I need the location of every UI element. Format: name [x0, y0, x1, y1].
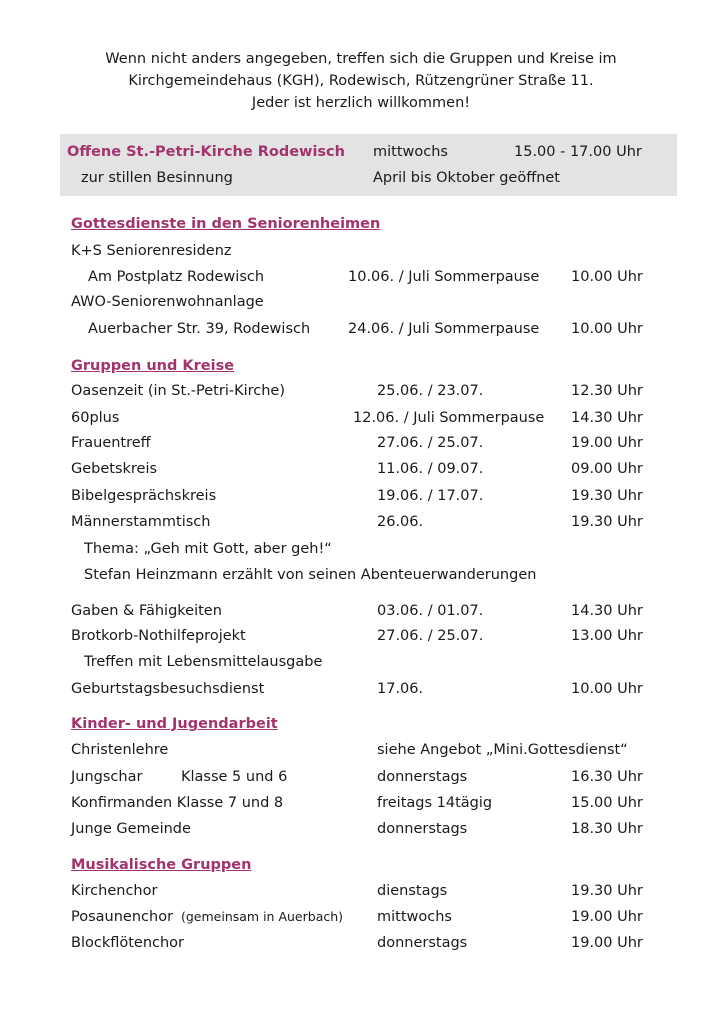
item-time: 19.30 Uhr [571, 488, 643, 504]
item-date: 19.06. / 17.07. [377, 488, 484, 504]
highlight-season: April bis Oktober geöffnet [373, 170, 560, 186]
list-item [0, 432, 722, 454]
item-date: mittwochs [377, 909, 452, 925]
item-date: donnerstags [377, 935, 468, 951]
item-date: 27.06. / 25.07. [377, 628, 484, 644]
list-item [0, 880, 722, 902]
item-extra: (gemeinsam in Auerbach) [181, 909, 344, 924]
item-name: Jungschar [71, 769, 143, 785]
list-item [0, 485, 722, 507]
list-item [0, 932, 722, 954]
item-name: Am Postplatz Rodewisch [88, 269, 265, 285]
list-item [0, 266, 722, 288]
intro-text [0, 48, 722, 114]
item-date: freitags 14tägig [377, 795, 493, 811]
item-time: 14.30 Uhr [571, 603, 643, 619]
list-item [0, 678, 722, 700]
item-name: Brotkorb-Nothilfeprojekt [71, 628, 246, 644]
highlight-title: Offene St.-Petri-Kirche Rodewisch [67, 144, 345, 160]
list-item [0, 818, 722, 840]
item-name: Geburtstagsbesuchsdienst [71, 681, 265, 697]
item-time: 14.30 Uhr [571, 410, 643, 426]
list-item [0, 651, 722, 673]
list-item [0, 906, 722, 928]
highlight-day: mittwochs [373, 144, 448, 160]
highlight-time: 15.00 - 17.00 Uhr [514, 144, 642, 160]
item-date: 26.06. [377, 514, 424, 530]
item-note: Treffen mit Lebensmittelausgabe [84, 654, 323, 670]
list-item [0, 380, 722, 402]
item-name: AWO-Seniorenwohnanlage [71, 294, 264, 310]
item-date: dienstags [377, 883, 448, 899]
item-time: 19.00 Uhr [571, 909, 643, 925]
item-time: 10.00 Uhr [571, 269, 643, 285]
list-item [0, 600, 722, 622]
item-time: 19.00 Uhr [571, 435, 643, 451]
list-item [0, 318, 722, 340]
list-item [0, 766, 722, 788]
list-item [0, 511, 722, 533]
item-date: donnerstags [377, 821, 468, 837]
list-item [0, 407, 722, 429]
item-time: 15.00 Uhr [571, 795, 643, 811]
item-name: Blockflötenchor [71, 935, 185, 951]
section-heading-kinder: Kinder- und Jugendarbeit [71, 716, 278, 732]
item-time: 19.00 Uhr [571, 935, 643, 951]
section-heading-musik: Musikalische Gruppen [71, 857, 252, 873]
list-item [0, 625, 722, 647]
item-name: Konfirmanden Klasse 7 und 8 [71, 795, 284, 811]
item-name: Oasenzeit (in St.-Petri-Kirche) [71, 383, 286, 399]
item-time: 13.00 Uhr [571, 628, 643, 644]
intro-line-2: Kirchgemeindehaus (KGH), Rodewisch, Rützengrüner Straße 11. [128, 73, 594, 89]
item-date: siehe Angebot „Mini.Gottesdienst“ [377, 742, 628, 758]
list-item [0, 458, 722, 480]
list-item [0, 538, 722, 560]
item-time: 10.00 Uhr [571, 681, 643, 697]
item-name: Junge Gemeinde [71, 821, 191, 837]
item-date: 25.06. / 23.07. [377, 383, 484, 399]
item-note: Thema: „Geh mit Gott, aber geh!“ [84, 541, 332, 557]
item-time: 18.30 Uhr [571, 821, 643, 837]
item-date: 11.06. / 09.07. [377, 461, 484, 477]
list-item [0, 792, 722, 814]
item-extra: Klasse 5 und 6 [181, 769, 288, 785]
item-name: Christenlehre [71, 742, 169, 758]
intro-line-1: Wenn nicht anders angegeben, treffen sich die Gruppen und Kreise im [105, 51, 617, 67]
item-name: Auerbacher Str. 39, Rodewisch [88, 321, 311, 337]
item-name: Posaunenchor [71, 909, 174, 925]
list-item [0, 291, 722, 313]
item-time: 19.30 Uhr [571, 883, 643, 899]
item-date: 24.06. / Juli Sommerpause [348, 321, 540, 337]
item-name: Männerstammtisch [71, 514, 211, 530]
intro-line-3: Jeder ist herzlich willkommen! [251, 95, 471, 111]
item-name: Frauentreff [71, 435, 151, 451]
item-date: 10.06. / Juli Sommerpause [348, 269, 540, 285]
item-date: 03.06. / 01.07. [377, 603, 484, 619]
list-item [0, 739, 722, 761]
list-item [0, 240, 722, 262]
list-item [0, 564, 722, 586]
item-name: 60plus [71, 410, 120, 426]
item-date: donnerstags [377, 769, 468, 785]
highlight-subtitle: zur stillen Besinnung [81, 170, 233, 186]
section-heading-gruppen: Gruppen und Kreise [71, 358, 235, 374]
item-name: Gaben & Fähigkeiten [71, 603, 222, 619]
section-heading-senioren: Gottesdienste in den Seniorenheimen [71, 216, 381, 232]
item-name: K+S Seniorenresidenz [71, 243, 232, 259]
item-name: Bibelgesprächskreis [71, 488, 217, 504]
item-date: 27.06. / 25.07. [377, 435, 484, 451]
item-note: Stefan Heinzmann erzählt von seinen Abenteuerwanderungen [84, 567, 537, 583]
item-name: Gebetskreis [71, 461, 158, 477]
item-time: 16.30 Uhr [571, 769, 643, 785]
item-time: 12.30 Uhr [571, 383, 643, 399]
item-date: 12.06. / Juli Sommerpause [353, 410, 545, 426]
item-time: 19.30 Uhr [571, 514, 643, 530]
item-time: 09.00 Uhr [571, 461, 643, 477]
item-date: 17.06. [377, 681, 424, 697]
item-name: Kirchenchor [71, 883, 158, 899]
item-time: 10.00 Uhr [571, 321, 643, 337]
